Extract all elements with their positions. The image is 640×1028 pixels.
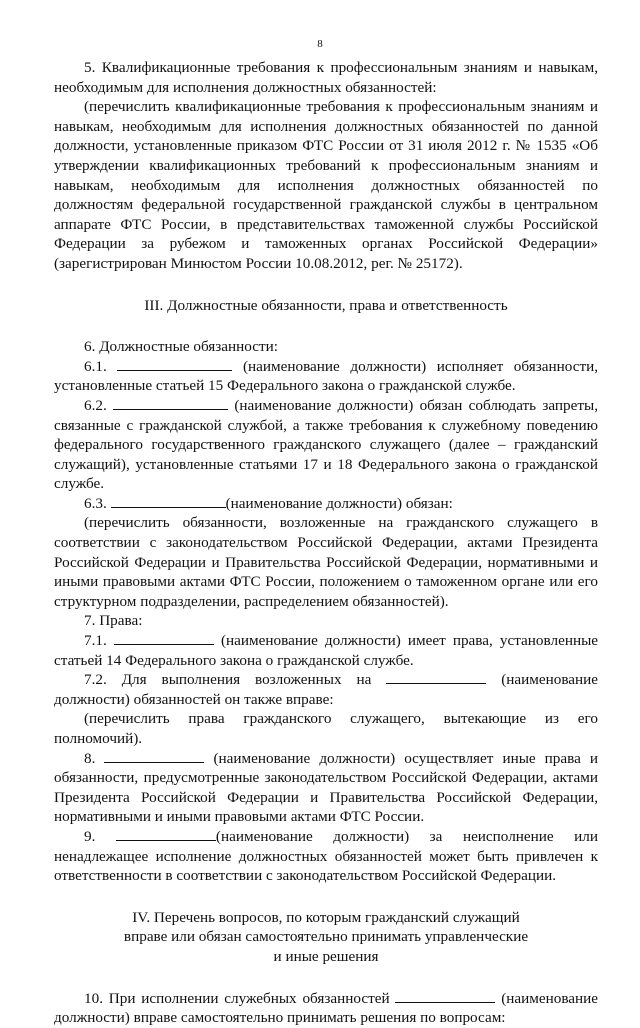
blank-field [111, 494, 226, 508]
item-6-3-note: (перечислить обязанности, возложенные на гражданского служащего в соответствии с законодательством Российской Федерации, актами Президента Российской Федерации и Правительства Российской Федерации, нормативными и иными правовыми актами ФТС России, положением о таможенном органе или его структурном подразделении, распределением обязанностей). [54, 514, 598, 610]
item-6-2-number: 6.2. [84, 396, 107, 414]
item-6-3-text: (наименование должности) обязан: [225, 494, 453, 512]
item-10 [54, 989, 598, 1028]
item-6-title: 6. Должностные обязанности: [84, 338, 278, 356]
item-6-3 [54, 494, 598, 514]
item-8-text: (наименование должности) осуществляет иные права и обязанности, предусмотренные законодательством Российской Федерации, актами Президента Российской Федерации и Правительства Российской Федерации, нормативными и иными правовыми актами ФТС России. [54, 749, 599, 826]
item-9-text: (наименование должности) за неисполнение или ненадлежащее исполнение должностных обязанностей может быть привлечен к ответственности в соответствии с законодательством Российской Федерации. [54, 827, 599, 885]
section-3-heading: III. Должностные обязанности, права и ответственность [144, 296, 508, 314]
item-6-1-number: 6.1. [84, 357, 107, 375]
item-7-2-text: (наименование должности) обязанностей он также вправе: [54, 671, 599, 708]
document-body [54, 58, 598, 1028]
blank-field [114, 631, 214, 645]
item-6-2 [54, 396, 598, 494]
item-6-1 [54, 357, 598, 396]
item-7-2 [54, 670, 598, 709]
item-7-2-prefix: 7.2. Для выполнения возложенных на [84, 671, 372, 689]
item-8-number: 8. [84, 749, 96, 767]
blank-field [116, 827, 216, 841]
blank-field [386, 670, 486, 684]
item-6-2-text: (наименование должности) обязан соблюдать запреты, связанные с гражданской службой, а также требования к служебному поведению федерального государственного гражданского служащего (далее – гражданский служащий), установленные статьями 17 и 18 Федерального закона о гражданской службе. [54, 396, 599, 493]
blank-field [104, 749, 204, 763]
section-4-heading-line-3: и иные решения [273, 947, 379, 965]
item-10-prefix: 10. При исполнении служебных обязанностей [84, 989, 390, 1007]
item-7-title: 7. Права: [84, 612, 143, 630]
blank-field [117, 357, 232, 371]
section-4-heading-line-2: вправе или обязан самостоятельно принимать управленческие [123, 928, 529, 946]
item-6-1-text: (наименование должности) исполняет обязанности, установленные статьей 15 Федерального закона о гражданской службе. [54, 357, 599, 395]
item-7-1 [54, 631, 598, 670]
page-number: 8 [317, 38, 323, 50]
item-7-2-note: (перечислить права гражданского служащего, вытекающие из его полномочий). [54, 710, 598, 747]
section-4-heading [54, 908, 598, 967]
blank-field [113, 396, 228, 410]
item-6-3-number: 6.3. [84, 494, 107, 512]
blank-field [395, 989, 495, 1003]
item-5-note: (перечислить квалификационные требования к профессиональным знаниям и навыкам, необходимым для исполнения должностных обязанностей по данной должности, установленные приказом ФТС России от 31 июля 2012 г. № 1535 «Об утверждении квалификационных требований к профессиональным знаниям и навыкам, необходимым для исполнения должностных обязанностей по должностям федеральной государственной гражданской службы в центральном аппарате ФТС России, в представительствах таможенной службы Российской Федерации за рубежом и таможенных органах Российской Федерации» (зарегистрирован Минюстом России 10.08.2012, рег. № 25172). [54, 98, 598, 272]
item-10-text: (наименование должности) вправе самостоятельно принимать решения по вопросам: [54, 989, 599, 1027]
item-7-1-text: (наименование должности) имеет права, установленные статьей 14 Федерального закона о гражданской службе. [54, 632, 599, 669]
item-9 [54, 827, 598, 886]
item-8 [54, 749, 598, 827]
item-7-1-number: 7.1. [84, 632, 107, 650]
section-4-heading-line-1: IV. Перечень вопросов, по которым гражданский служащий [132, 908, 520, 926]
item-5-title: 5. Квалификационные требования к профессиональным знаниям и навыкам, необходимым для исполнения должностных обязанностей: [54, 59, 598, 96]
item-9-number: 9. [84, 827, 96, 845]
